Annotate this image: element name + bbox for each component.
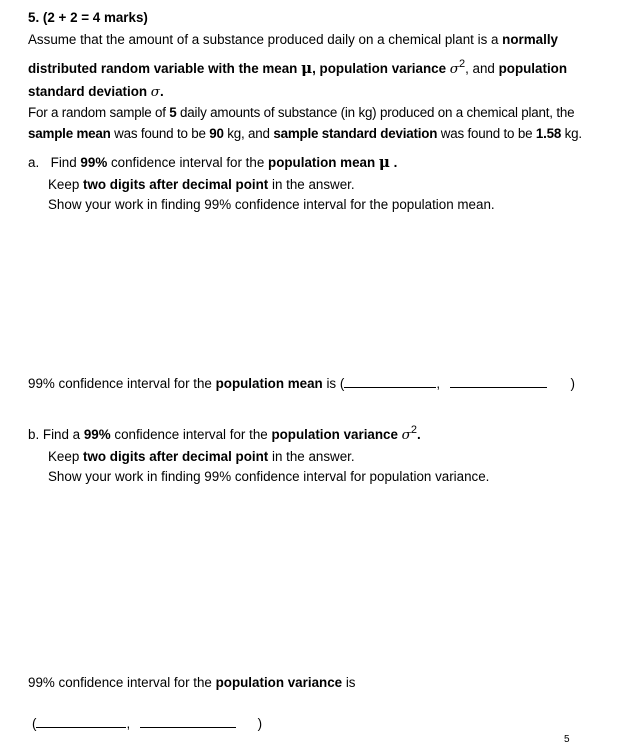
lower-bound-blank-a[interactable] — [344, 377, 436, 388]
sample-line-1: For a random sample of 5 daily amounts of substance (in kg) produced on a chemical plant, the — [28, 105, 575, 120]
part-b-keep: Keep two digits after decimal point in the answer. — [48, 449, 355, 464]
lower-bound-blank-b[interactable] — [36, 717, 126, 728]
part-a-label: a. — [28, 155, 40, 170]
intro-line-2: distributed random variable with the mean μ, population variance $\sigma^2$, and population — [28, 58, 568, 77]
part-b-answer-line: 99% confidence interval for the population variance is — [28, 675, 356, 690]
upper-bound-blank-a[interactable] — [450, 377, 547, 388]
mu-symbol: μ — [301, 59, 313, 77]
intro-line-3: standard deviation σ. — [28, 84, 164, 100]
part-a-keep: Keep two digits after decimal point in the answer. — [48, 177, 355, 192]
question-header — [28, 10, 148, 25]
part-b-show-work: Show your work in finding 99% confidence interval for population variance. — [48, 469, 490, 484]
mu-symbol-a: μ — [378, 153, 390, 171]
part-a-show-work: Show your work in finding 99% confidence interval for the population mean. — [48, 197, 495, 212]
intro-line-1: Assume that the amount of a substance produced daily on a chemical plant is a normally — [28, 32, 558, 47]
part-a-answer-line: 99% confidence interval for the population mean is ( , ) — [28, 376, 575, 391]
sample-line-2: sample mean was found to be 90 kg, and sample standard deviation was found to be 1.58 kg. — [28, 126, 582, 141]
squared-superscript: 2 — [458, 58, 466, 70]
question-number: 5. — [28, 10, 40, 25]
part-b-label: b. — [28, 427, 40, 442]
normally-text: normally — [502, 32, 558, 47]
page-number: 5 — [564, 734, 570, 745]
sigma-symbol-2: σ — [150, 85, 160, 100]
question-marks: (2 + 2 = 4 marks) — [42, 10, 148, 25]
sigma-symbol: σ — [449, 62, 459, 77]
part-b-answer-blanks: ( , ) — [32, 716, 263, 731]
sigma-symbol-b: σ — [401, 428, 411, 443]
part-a-heading: a. Find 99% confidence interval for the population mean μ . — [28, 153, 398, 171]
upper-bound-blank-b[interactable] — [140, 717, 236, 728]
part-b-heading: b. Find a 99% confidence interval for the population variance $\sigma^2$. — [28, 424, 421, 443]
